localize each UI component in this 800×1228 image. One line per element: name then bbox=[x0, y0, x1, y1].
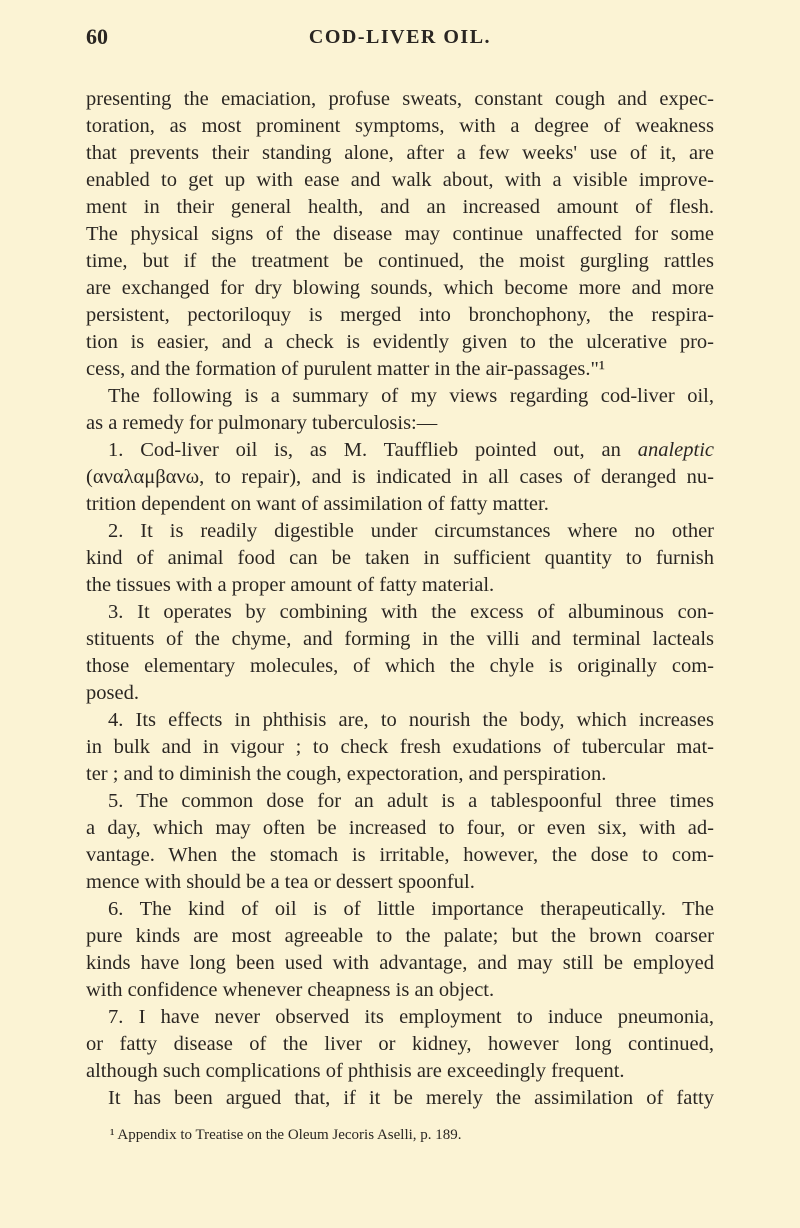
text-line: or fatty disease of the liver or kidney, however long continued, bbox=[86, 1033, 714, 1055]
footnote: ¹ Appendix to Treatise on the Oleum Jecoris Aselli, p. 189. bbox=[110, 1127, 462, 1143]
text-line: ment in their general health, and an increased amount of flesh. bbox=[86, 196, 714, 218]
text-line: The following is a summary of my views regarding cod-liver oil, bbox=[108, 385, 714, 407]
text-line: posed. bbox=[86, 682, 139, 704]
text-line: It has been argued that, if it be merely the assimilation of fatty bbox=[108, 1087, 714, 1109]
text-line: enabled to get up with ease and walk about, with a visible improve- bbox=[86, 169, 714, 191]
text-line: presenting the emaciation, profuse sweats, constant cough and expec- bbox=[86, 88, 714, 110]
running-title: COD-LIVER OIL. bbox=[308, 26, 492, 48]
text-line: as a remedy for pulmonary tuberculosis:— bbox=[86, 412, 438, 434]
text-line: 2. It is readily digestible under circumstances where no other bbox=[108, 520, 714, 542]
text-line: 7. I have never observed its employment to induce pneumonia, bbox=[108, 1006, 714, 1028]
text-line: kind of animal food can be taken in sufficient quantity to furnish bbox=[86, 547, 714, 569]
page-number: 60 bbox=[86, 24, 108, 49]
page-header bbox=[86, 24, 714, 54]
text-line: ter ; and to diminish the cough, expectoration, and perspiration. bbox=[86, 763, 607, 785]
text-line: (αναλαμβανω, to repair), and is indicated in all cases of deranged nu- bbox=[86, 466, 714, 488]
italic-term: analeptic bbox=[637, 439, 714, 461]
text-line: 6. The kind of oil is of little importance therapeutically. The bbox=[108, 898, 714, 920]
text-line: although such complications of phthisis are exceedingly frequent. bbox=[86, 1060, 625, 1082]
text-line: cess, and the formation of purulent matter in the air-passages."¹ bbox=[86, 358, 606, 380]
text-line: stituents of the chyme, and forming in the villi and terminal lacteals bbox=[86, 628, 714, 650]
text-line: 1. Cod-liver oil is, as M. Taufflieb pointed out, an analeptic bbox=[108, 439, 714, 461]
text-line: mence with should be a tea or dessert spoonful. bbox=[86, 871, 475, 893]
text-line: vantage. When the stomach is irritable, however, the dose to com- bbox=[86, 844, 714, 866]
text-line: The physical signs of the disease may continue unaffected for some bbox=[86, 223, 714, 245]
text-line: tion is easier, and a check is evidently given to the ulcerative pro- bbox=[86, 331, 714, 353]
text-line: 4. Its effects in phthisis are, to nourish the body, which increases bbox=[108, 709, 714, 731]
text-line: 3. It operates by combining with the excess of albuminous con- bbox=[108, 601, 714, 623]
text-line: those elementary molecules, of which the chyle is originally com- bbox=[86, 655, 714, 677]
text-line: in bulk and in vigour ; to check fresh exudations of tubercular mat- bbox=[86, 736, 714, 758]
text-line: a day, which may often be increased to four, or even six, with ad- bbox=[86, 817, 714, 839]
text-line: persistent, pectoriloquy is merged into bronchophony, the respira- bbox=[86, 304, 714, 326]
text-line: time, but if the treatment be continued, the moist gurgling rattles bbox=[86, 250, 714, 272]
text-line: pure kinds are most agreeable to the palate; but the brown coarser bbox=[86, 925, 714, 947]
text-line: that prevents their standing alone, after a few weeks' use of it, are bbox=[86, 142, 714, 164]
body-text bbox=[86, 86, 714, 1112]
text-line: kinds have long been used with advantage, and may still be employed bbox=[86, 952, 714, 974]
text-line: the tissues with a proper amount of fatty material. bbox=[86, 574, 495, 596]
text-line: with confidence whenever cheapness is an object. bbox=[86, 979, 495, 1001]
text-line: toration, as most prominent symptoms, with a degree of weakness bbox=[86, 115, 714, 137]
text-line: trition dependent on want of assimilation of fatty matter. bbox=[86, 493, 549, 515]
text-line: 5. The common dose for an adult is a tablespoonful three times bbox=[108, 790, 714, 812]
text-line: are exchanged for dry blowing sounds, which become more and more bbox=[86, 277, 714, 299]
